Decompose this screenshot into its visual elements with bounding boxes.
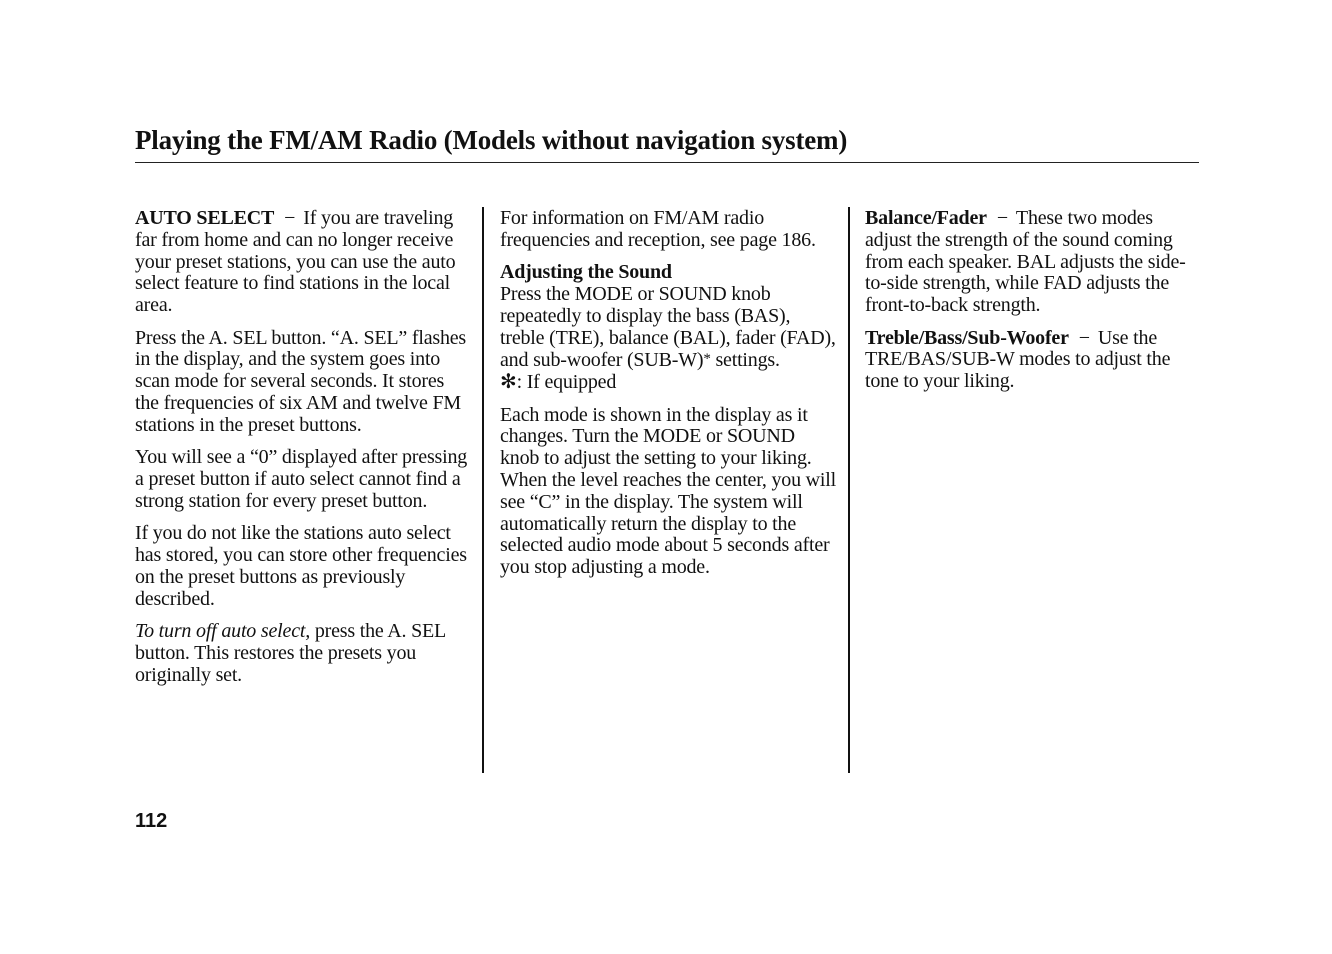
treble-bass-text: Use the TRE/BAS/SUB-W modes to adjust the tone to your liking. [865,326,1171,393]
column-3 [865,208,1203,404]
column-divider-1 [482,207,484,773]
equipped-asterisk: * [703,351,711,368]
adjusting-sound-heading: Adjusting the Sound [500,261,672,284]
turn-off-paragraph [135,621,471,686]
adjusting-sound-text: Press the MODE or SOUND knob repeatedly to display the bass (BAS), treble (TRE), balance (BAL), fader (FAD), and sub-woofer (SUB-W) [500,282,836,372]
mode-display-paragraph: Each mode is shown in the display as it changes. Turn the MODE or SOUND knob to adjust the setting to your liking. When the level reaches the center, you will see “C” in the display. The system will automatically return the display to the selected audio mode about 5 seconds after you stop adjusting a mode. [500,403,836,579]
note-text: : If equipped [516,371,617,394]
preset-zero-paragraph: You will see a “0” displayed after pressing a preset button if auto select cannot find a strong station for every preset button. [135,446,468,512]
note-symbol-icon: ✻ [500,371,517,394]
treble-bass-term: Treble/Bass/Sub-Woofer [865,326,1069,349]
balance-fader-paragraph [865,208,1203,317]
turn-off-text: press the A. SEL button. This restores the presets you originally set. [135,619,446,686]
reception-paragraph: For information on FM/AM radio frequencies and reception, see page 186. [500,207,816,251]
title-rule [135,162,1199,163]
a-sel-paragraph: Press the A. SEL button. “A. SEL” flashes in the display, and the system goes into scan mode for several seconds. It stores the frequencies of six AM and twelve FM stations in the preset buttons. [135,326,467,436]
em-dash: − [284,207,296,229]
store-other-paragraph: If you do not like the stations auto select has stored, you can store other frequencies on the preset buttons as previously described. [135,522,467,610]
auto-select-paragraph [135,208,471,317]
page-title: Playing the FM/AM Radio (Models without navigation system) [135,125,848,155]
em-dash: − [996,207,1008,229]
page-number: 112 [135,810,168,832]
turn-off-italic: To turn off auto select, [135,619,311,642]
column-2 [500,208,838,590]
balance-fader-text: These two modes adjust the strength of the sound coming from each speaker. BAL adjusts the side-to-side strength, while FAD adjusts the front-to-back strength. [865,207,1186,317]
column-1 [135,208,471,697]
adjusting-sound-paragraph [500,262,838,394]
column-divider-2 [848,207,850,773]
auto-select-term: AUTO SELECT [135,207,275,229]
treble-bass-paragraph [865,328,1203,393]
equipped-note [500,372,838,394]
balance-fader-term: Balance/Fader [865,207,987,229]
em-dash: − [1078,326,1090,349]
auto-select-text: If you are traveling far from home and can no longer receive your preset stations, you can use the auto select feature to find stations in the local area. [135,207,456,317]
adjusting-sound-end: settings. [715,349,780,372]
